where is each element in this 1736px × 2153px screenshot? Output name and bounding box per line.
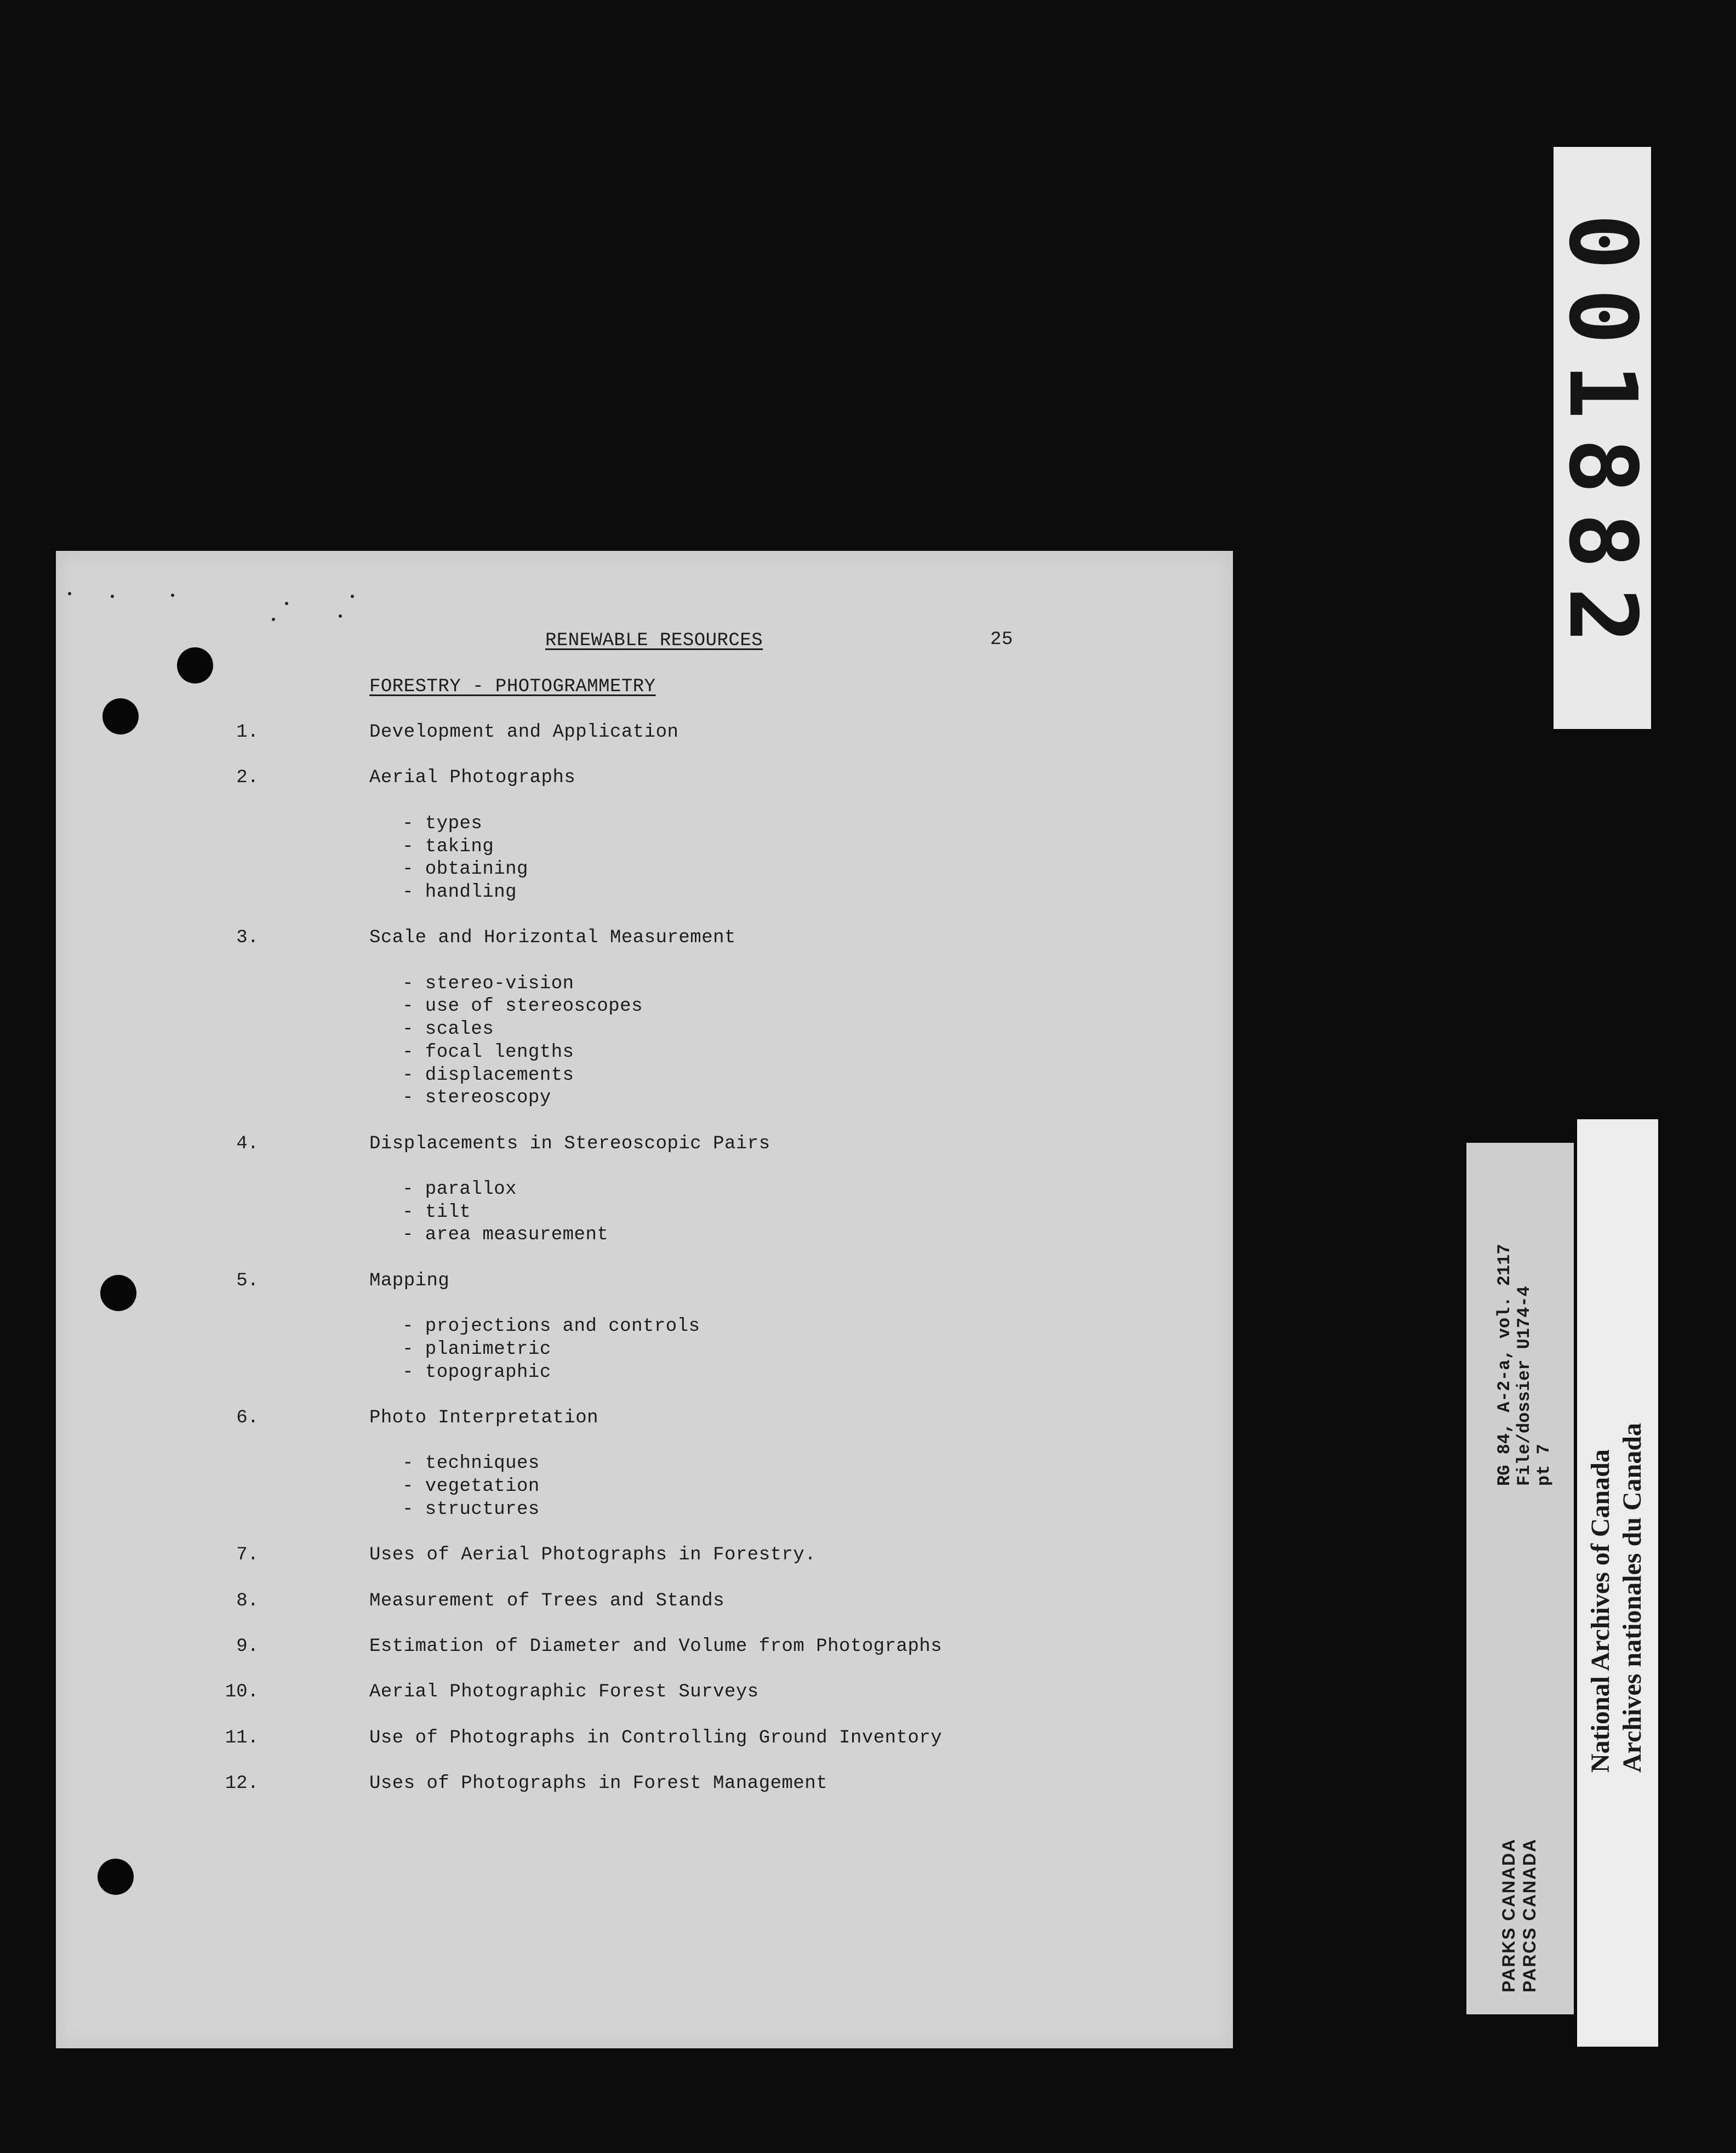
binder-hole <box>102 698 139 734</box>
dust-speck <box>171 594 174 597</box>
outline-sub-item: - displacements <box>402 1064 574 1086</box>
outline-item-number: 11. <box>225 1727 259 1748</box>
dust-speck <box>272 618 275 621</box>
outline-item-number: 1. <box>236 722 259 743</box>
outline-sub-item: - obtaining <box>402 859 528 880</box>
frame-number: 001882 <box>1548 213 1657 663</box>
outline-item-number: 10. <box>225 1682 259 1703</box>
document-page <box>56 551 1233 2048</box>
outline-sub-item: - vegetation <box>402 1476 540 1497</box>
outline-item-title: Uses of Aerial Photographs in Forestry. <box>369 1545 816 1566</box>
outline-sub-item: - handling <box>402 881 517 903</box>
archives-stamp-line: National Archives of Canada <box>1586 1449 1615 1773</box>
outline-item-number: 5. <box>236 1270 259 1291</box>
outline-sub-item: - planimetric <box>402 1338 551 1360</box>
outline-sub-item: - taking <box>402 836 494 857</box>
outline-item-number: 8. <box>236 1590 259 1611</box>
reference-line: RG 84, A-2-a, vol. 2117 <box>1494 1244 1515 1486</box>
outline-item-title: Displacements in Stereoscopic Pairs <box>369 1133 770 1154</box>
outline-item-title: Estimation of Diameter and Volume from Photographs <box>369 1636 943 1657</box>
outline-item-title: Scale and Horizontal Measurement <box>369 927 736 949</box>
outline-sub-item: - techniques <box>402 1453 540 1474</box>
dust-speck <box>351 595 354 598</box>
binder-hole <box>177 647 213 684</box>
outline-item-number: 3. <box>236 927 259 949</box>
reference-line: pt 7 <box>1534 1444 1554 1486</box>
outline-item-title: Aerial Photographs <box>369 767 576 789</box>
outline-item-number: 4. <box>236 1133 259 1154</box>
page-number: 25 <box>990 629 1013 650</box>
outline-sub-item: - stereoscopy <box>402 1087 551 1109</box>
outline-item-title: Photo Interpretation <box>369 1408 599 1428</box>
outline-sub-item: - stereo-vision <box>402 973 574 994</box>
dust-speck <box>68 592 71 595</box>
archives-stamp-line: Archives nationales du Canada <box>1618 1423 1647 1773</box>
outline-sub-item: - tilt <box>402 1201 471 1223</box>
outline-sub-item: - scales <box>402 1019 494 1040</box>
outline-sub-item: - types <box>402 813 483 834</box>
agency-block <box>1498 1838 1540 1992</box>
archives-stamp <box>1577 1119 1658 2047</box>
binder-hole <box>100 1275 136 1311</box>
outline-sub-item: - focal lengths <box>402 1041 574 1063</box>
outline-sub-item: - parallox <box>402 1179 517 1200</box>
dust-speck <box>285 602 288 605</box>
outline-sub-item: - use of stereoscopes <box>402 996 643 1017</box>
archive-label <box>1466 1143 1574 2014</box>
outline-item-title: Uses of Photographs in Forest Management <box>369 1773 828 1795</box>
reference-line: File/dossier U174-4 <box>1514 1286 1534 1486</box>
outline-sub-item: - projections and controls <box>402 1316 700 1337</box>
outline-sub-item: - area measurement <box>402 1224 609 1246</box>
outline-sub-item: - topographic <box>402 1362 551 1383</box>
dust-speck <box>111 595 114 598</box>
outline-item-number: 7. <box>236 1545 259 1566</box>
outline-item-number: 9. <box>236 1636 259 1657</box>
outline-item-number: 2. <box>236 767 259 789</box>
outline-item-title: Aerial Photographic Forest Surveys <box>369 1682 759 1703</box>
dust-speck <box>339 614 342 618</box>
outline-item-title: Measurement of Trees and Stands <box>369 1590 725 1611</box>
outline-item-title: Use of Photographs in Controlling Ground Inventory <box>369 1727 943 1748</box>
frame-number-card <box>1548 147 1657 729</box>
outline-item-title: Development and Application <box>369 722 679 743</box>
binder-hole <box>98 1859 134 1895</box>
section-subheading: FORESTRY - PHOTOGRAMMETRY <box>369 676 656 697</box>
archives-stamp-block <box>1585 1423 1648 1773</box>
outline-sub-item: - structures <box>402 1499 540 1520</box>
page-heading: RENEWABLE RESOURCES <box>545 630 763 651</box>
outline-item-number: 6. <box>236 1408 259 1428</box>
outline-item-number: 12. <box>225 1773 259 1795</box>
agency-line: PARKS CANADA <box>1499 1838 1518 1992</box>
agency-line: PARCS CANADA <box>1520 1838 1539 1992</box>
reference-block <box>1495 1244 1554 1486</box>
outline-item-title: Mapping <box>369 1270 450 1291</box>
